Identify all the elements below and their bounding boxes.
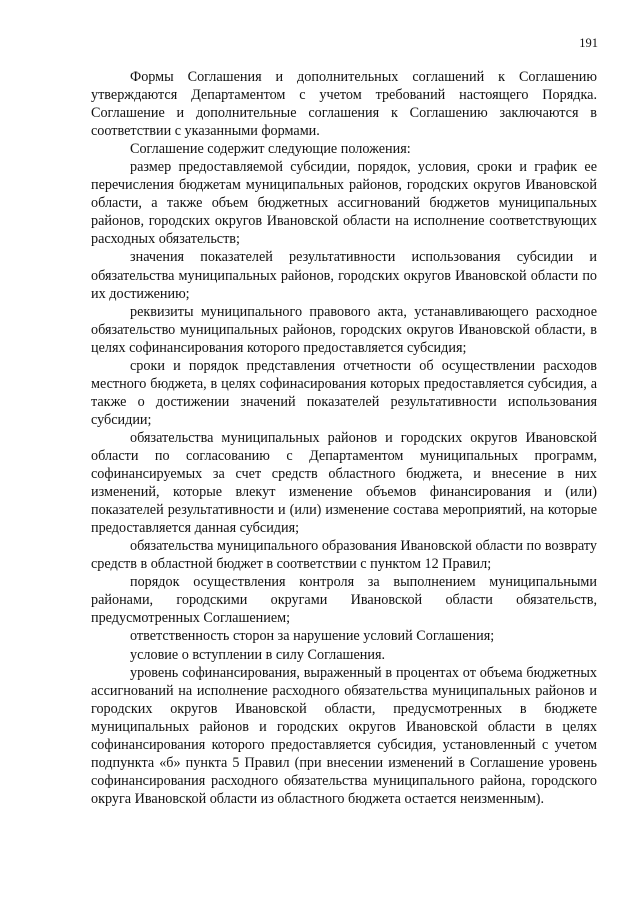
paragraph-liability: ответственность сторон за нарушение условий Соглашения; [130, 628, 495, 645]
paragraph-forms-approval: Формы Соглашения и дополнительных соглашений к Соглашению утверждаются Департаментом с учетом требований настоящего Порядка. Соглашение и дополнительные соглашения к Соглашению заключаются в соответствии с указанными формами. [91, 69, 597, 140]
paragraph-legal-act-details: реквизиты муниципального правового акта, устанавливающего расходное обязательство муниципальных районов, городских округов Ивановской области, в целях софинансирования которого предоставляется субсидия; [91, 303, 597, 356]
page-number: 191 [579, 36, 598, 50]
paragraph-cofinancing-level: уровень софинансирования, выраженный в процентах от объема бюджетных ассигнований на исполнение расходного обязательства муниципальных районов и городских округов Ивановской области, предусмотренных в бюджете муниципальных районов и городских округов Ивановской области в целях софинансирования которого предоставляется субсидия, установленный с учетом подпункта «б» пункта 5 Правил (при внесении изменений в Соглашение уровень софинансирования расходного обязательства муниципального района, городского округа Ивановской области из областного бюджета остается неизменным). [91, 664, 597, 807]
paragraph-control-procedure: порядок осуществления контроля за выполнением муниципальными районами, городскими округами Ивановской области обязательств, предусмотренных Соглашением; [91, 574, 597, 627]
document-body [91, 68, 597, 808]
paragraph-subsidy-size: размер предоставляемой субсидии, порядок, условия, сроки и график ее перечисления бюджетам муниципальных районов, городских округов Ивановской области, а также объем бюджетных ассигнований бюджетов муниципальных районов, городских округов Ивановской области на исполнение соответствующих расходных обязательств; [91, 159, 597, 248]
paragraph-agreement-contents-intro: Соглашение содержит следующие положения: [130, 141, 411, 158]
paragraph-performance-indicators: значения показателей результативности использования субсидии и обязательства муниципальных районов, городских округов Ивановской области по их достижению; [91, 249, 597, 302]
paragraph-program-obligations: обязательства муниципальных районов и городских округов Ивановской области по согласованию с Департаментом муниципальных программ, софинансируемых за счет средств областного бюджета, и внесение в них изменений, которые влекут изменение объемов финансирования и (или) показателей результативности и (или) изменение состава мероприятий, на которые предоставляется данная субсидия; [91, 429, 597, 537]
paragraph-refund-obligations: обязательства муниципального образования Ивановской области по возврату средств в областной бюджет в соответствии с пунктом 12 Правил; [91, 538, 597, 573]
paragraph-entry-into-force: условие о вступлении в силу Соглашения. [130, 646, 386, 663]
paragraph-reporting-terms: сроки и порядок представления отчетности об осуществлении расходов местного бюджета, в целях софинасирования которых предоставляется субсидия, а также о достижении значений показателей результативности использования субсидии; [91, 357, 597, 428]
